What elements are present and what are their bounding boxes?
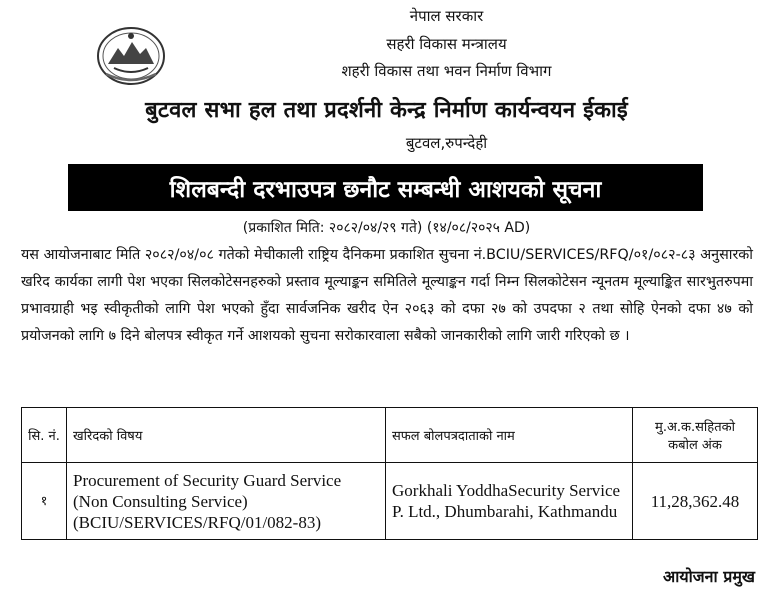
notice-title: शिलबन्दी दरभाउपत्र छनौट सम्बन्धी आशयको सूचना bbox=[68, 164, 703, 211]
table-header-row bbox=[22, 408, 758, 463]
award-table bbox=[21, 407, 758, 540]
office-location: बुटवल,रुपन्देही bbox=[405, 134, 488, 152]
ministry-line: सहरी विकास मन्त्रालय bbox=[386, 35, 507, 53]
published-date: (प्रकाशित मिति: २०८२/०४/२९ गते) (१४/०८/२०२५ AD) bbox=[242, 220, 531, 236]
row-sn: १ bbox=[22, 463, 67, 540]
header-subject: खरिदको विषय bbox=[67, 408, 386, 463]
header-bidder: सफल बोलपत्रदाताको नाम bbox=[386, 408, 633, 463]
table-row bbox=[22, 463, 758, 540]
signature: आयोजना प्रमुख bbox=[662, 567, 755, 586]
govt-line: नेपाल सरकार bbox=[409, 7, 484, 25]
header-sn: सि. नं. bbox=[22, 408, 67, 463]
row-amount: 11,28,362.48 bbox=[633, 463, 758, 540]
row-bidder: Gorkhali YoddhaSecurity Service P. Ltd., Dhumbarahi, Kathmandu bbox=[386, 463, 633, 540]
office-name: बुटवल सभा हल तथा प्रदर्शनी केन्द्र निर्माण कार्यन्वयन ईकाई bbox=[145, 98, 628, 123]
department-line: शहरी विकास तथा भवन निर्माण विभाग bbox=[341, 62, 552, 80]
header-amount: मु.अ.क.सहितको कबोल अंक bbox=[633, 408, 758, 463]
row-subject: Procurement of Security Guard Service (Non Consulting Service) (BCIU/SERVICES/RFQ/01/082-83) bbox=[67, 463, 386, 540]
notice-body: यस आयोजनाबाट मिति २०८२/०४/०८ गतेको मेचीकाली राष्ट्रिय दैनिकमा प्रकाशित सुचना नं.BCIU/SERVICES/RFQ/०१/०८२-८३ अनुसारको खरिद कार्यका लागी पेश भएका सिलकोटेसनहरुको प्रस्ताव मूल्याङ्कन समितिले मूल्याङ्कन गर्दा निम्न सिलकोटेसन न्यूनतम मूल्याङ्कित सारभुतरुपमा प्रभावग्राही भइ स्वीकृतीको लागि पेश भएको हुँदा सार्वजनिक खरीद ऐन २०६३ को दफा २७ को उपदफा २ तथा सोहि ऐनको दफा ४७ को प्रयोजनको लागि ७ दिने बोलपत्र स्वीकृत गर्ने आशयको सुचना सरोकारवाला सबैको जानकारीको लागि जारी गरिएको छ । bbox=[21, 247, 753, 344]
